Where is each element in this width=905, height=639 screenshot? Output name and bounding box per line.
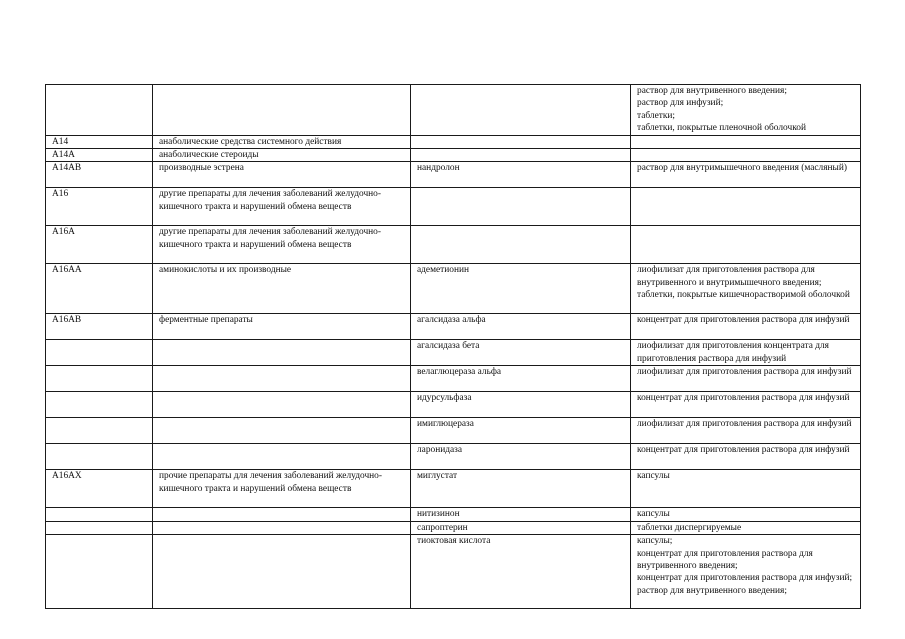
atc-code-cell bbox=[46, 392, 153, 418]
dosage-form-cell bbox=[631, 521, 861, 534]
drug-name-cell: идурсульфаза bbox=[411, 392, 631, 418]
dosage-form-cell bbox=[631, 85, 861, 136]
table-row bbox=[46, 418, 861, 444]
dosage-form-cell bbox=[631, 226, 861, 264]
dosage-form-text: капсулы; концентрат для приготовления раствора для внутривенного введения; концентрат для приготовления раствора для инфузий; раствор для внутривенного введения; bbox=[637, 536, 853, 596]
group-name-cell bbox=[153, 418, 411, 444]
group-name-cell: прочие препараты для лечения заболеваний желудочно-кишечного тракта и нарушений обмена веществ bbox=[153, 470, 411, 508]
table-row bbox=[46, 85, 861, 136]
table-row bbox=[46, 470, 861, 508]
table-row bbox=[46, 444, 861, 470]
table-row bbox=[46, 314, 861, 340]
dosage-form-text: раствор для внутривенного введения; раствор для инфузий; таблетки; таблетки, покрытые пленочной оболочкой bbox=[637, 86, 806, 134]
dosage-form-text: лиофилизат для приготовления раствора для инфузий bbox=[637, 367, 852, 378]
group-name-cell bbox=[153, 535, 411, 609]
atc-code-cell bbox=[46, 340, 153, 366]
drug-name-cell bbox=[411, 188, 631, 226]
dosage-form-text: лиофилизат для приготовления раствора для инфузий bbox=[637, 419, 852, 430]
atc-code-cell: A14AB bbox=[46, 162, 153, 188]
drug-name-cell: нандролон bbox=[411, 162, 631, 188]
dosage-form-text: таблетки диспергируемые bbox=[637, 522, 742, 533]
table-row bbox=[46, 226, 861, 264]
group-name-cell bbox=[153, 340, 411, 366]
group-name-cell: аминокислоты и их производные bbox=[153, 264, 411, 314]
table-row bbox=[46, 264, 861, 314]
table-row bbox=[46, 340, 861, 366]
group-name-cell bbox=[153, 521, 411, 534]
table-row bbox=[46, 508, 861, 521]
atc-code-cell: A16AB bbox=[46, 314, 153, 340]
drug-name-cell: адеметионин bbox=[411, 264, 631, 314]
dosage-form-text: концентрат для приготовления раствора для инфузий bbox=[637, 393, 850, 404]
group-name-cell: производные эстрена bbox=[153, 162, 411, 188]
drug-name-cell: агалсидаза бета bbox=[411, 340, 631, 366]
dosage-form-text: лиофилизат для приготовления концентрата для приготовления раствора для инфузий bbox=[637, 341, 829, 364]
atc-code-cell bbox=[46, 444, 153, 470]
group-name-cell: другие препараты для лечения заболеваний желудочно-кишечного тракта и нарушений обмена веществ bbox=[153, 226, 411, 264]
group-name-cell bbox=[153, 85, 411, 136]
dosage-form-cell bbox=[631, 135, 861, 148]
drug-name-cell: тиоктовая кислота bbox=[411, 535, 631, 609]
dosage-form-cell bbox=[631, 340, 861, 366]
table-row bbox=[46, 535, 861, 609]
atc-code-cell bbox=[46, 85, 153, 136]
dosage-form-text: концентрат для приготовления раствора для инфузий bbox=[637, 315, 850, 326]
drug-name-cell: агалсидаза альфа bbox=[411, 314, 631, 340]
drug-name-cell bbox=[411, 149, 631, 162]
atc-code-cell: A14A bbox=[46, 149, 153, 162]
drug-name-cell bbox=[411, 226, 631, 264]
table-row bbox=[46, 366, 861, 392]
atc-code-cell bbox=[46, 535, 153, 609]
dosage-form-cell bbox=[631, 264, 861, 314]
dosage-form-cell bbox=[631, 444, 861, 470]
table-row bbox=[46, 149, 861, 162]
table-row bbox=[46, 188, 861, 226]
atc-code-cell: A16AX bbox=[46, 470, 153, 508]
dosage-form-cell bbox=[631, 366, 861, 392]
drug-name-cell bbox=[411, 85, 631, 136]
drug-classification-table bbox=[45, 84, 861, 609]
dosage-form-text: раствор для внутримышечного введения (масляный) bbox=[637, 163, 847, 174]
drug-name-cell bbox=[411, 135, 631, 148]
dosage-form-text: капсулы bbox=[637, 471, 670, 482]
atc-code-cell: A14 bbox=[46, 135, 153, 148]
group-name-cell: ферментные препараты bbox=[153, 314, 411, 340]
dosage-form-cell bbox=[631, 162, 861, 188]
dosage-form-cell bbox=[631, 149, 861, 162]
dosage-form-cell bbox=[631, 535, 861, 609]
table-row bbox=[46, 521, 861, 534]
atc-code-cell: A16 bbox=[46, 188, 153, 226]
table-row bbox=[46, 162, 861, 188]
group-name-cell: другие препараты для лечения заболеваний желудочно-кишечного тракта и нарушений обмена веществ bbox=[153, 188, 411, 226]
group-name-cell: анаболические стероиды bbox=[153, 149, 411, 162]
dosage-form-text: лиофилизат для приготовления раствора для внутривенного и внутримышечного введения; таблетки, покрытые кишечнорастворимой оболочкой bbox=[637, 265, 850, 301]
group-name-cell bbox=[153, 366, 411, 392]
atc-code-cell bbox=[46, 366, 153, 392]
atc-code-cell bbox=[46, 508, 153, 521]
dosage-form-cell bbox=[631, 418, 861, 444]
drug-name-cell: сапроптерин bbox=[411, 521, 631, 534]
dosage-form-text: капсулы bbox=[637, 509, 670, 520]
group-name-cell bbox=[153, 392, 411, 418]
dosage-form-cell bbox=[631, 470, 861, 508]
dosage-form-cell bbox=[631, 188, 861, 226]
drug-name-cell: имиглюцераза bbox=[411, 418, 631, 444]
group-name-cell bbox=[153, 444, 411, 470]
atc-code-cell bbox=[46, 418, 153, 444]
drug-name-cell: миглустат bbox=[411, 470, 631, 508]
atc-code-cell: A16AA bbox=[46, 264, 153, 314]
dosage-form-cell bbox=[631, 508, 861, 521]
drug-name-cell: ларонидаза bbox=[411, 444, 631, 470]
table-row bbox=[46, 392, 861, 418]
drug-name-cell: велаглюцераза альфа bbox=[411, 366, 631, 392]
group-name-cell bbox=[153, 508, 411, 521]
dosage-form-cell bbox=[631, 392, 861, 418]
table-row bbox=[46, 135, 861, 148]
atc-code-cell: A16A bbox=[46, 226, 153, 264]
dosage-form-cell bbox=[631, 314, 861, 340]
dosage-form-text: концентрат для приготовления раствора для инфузий bbox=[637, 445, 850, 456]
group-name-cell: анаболические средства системного действия bbox=[153, 135, 411, 148]
atc-code-cell bbox=[46, 521, 153, 534]
drug-name-cell: нитизинон bbox=[411, 508, 631, 521]
